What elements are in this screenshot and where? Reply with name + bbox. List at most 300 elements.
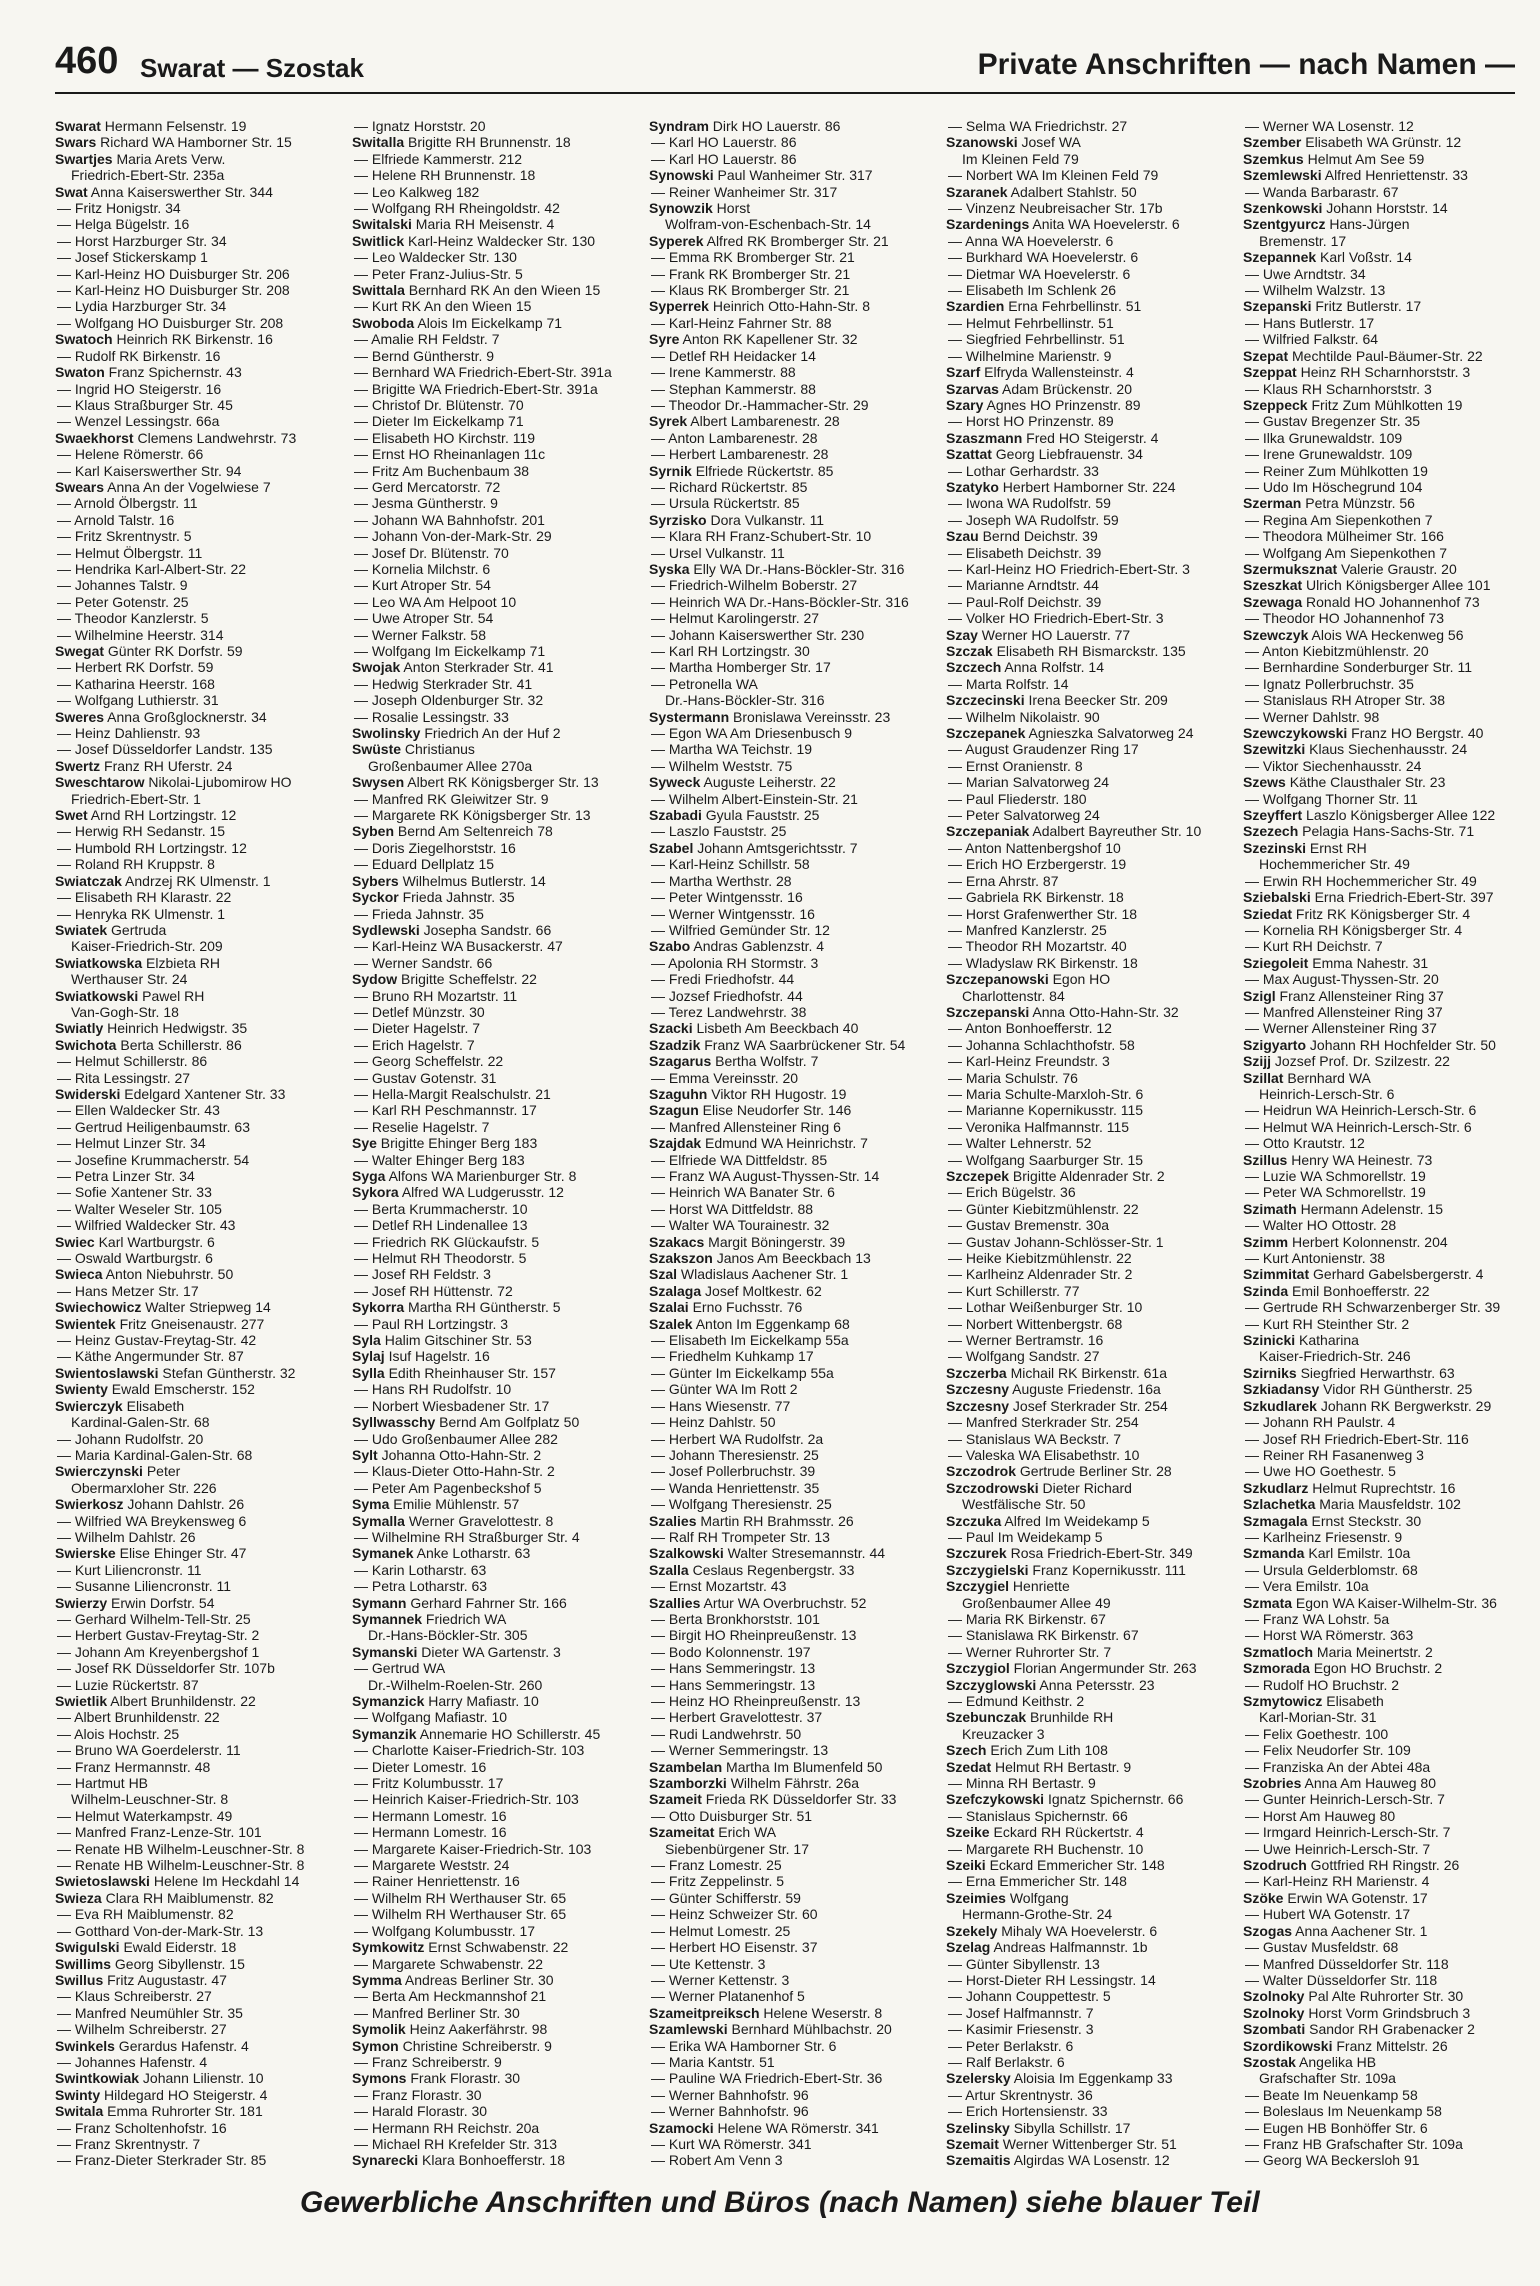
entry-details: Bernhard WA bbox=[1283, 1069, 1371, 1086]
directory-entry: — Robert Am Venn 3 bbox=[651, 2152, 783, 2169]
family-name: Swaekhorst bbox=[55, 429, 134, 446]
directory-entry bbox=[1243, 1513, 1533, 1529]
family-name: Syrek bbox=[649, 413, 688, 430]
directory-entry: — Erwin RH Hochemmericher Str. 49 bbox=[1245, 872, 1477, 889]
directory-entry: — Kornelia RH Königsberger Str. 4 bbox=[1245, 921, 1463, 938]
directory-entry bbox=[1243, 988, 1533, 1004]
directory-entry: — Heidrun WA Heinrich-Lersch-Str. 6 bbox=[1245, 1102, 1477, 1119]
directory-entry: — Karl-Heinz HO Duisburger Str. 206 bbox=[57, 265, 290, 282]
directory-entry: — Kurt Liliencronstr. 11 bbox=[57, 1561, 202, 1578]
entry-details: Rosa Friedrich-Ebert-Str. 349 bbox=[1006, 1545, 1193, 1562]
directory-entry: — Berta Am Heckmannshof 21 bbox=[354, 1988, 547, 2005]
directory-entry: — Fritz Kolumbusstr. 17 bbox=[354, 1775, 504, 1792]
entry-details: Heinrich Hedwigstr. 35 bbox=[103, 1020, 248, 1037]
directory-entry: — Josef Düsseldorfer Landstr. 135 bbox=[57, 741, 273, 758]
directory-entry: — Margarete Kaiser-Friedrich-Str. 103 bbox=[354, 1840, 592, 1857]
family-name: Szillus bbox=[1243, 1151, 1288, 1168]
entry-details: Mechtilde Paul-Bäumer-Str. 22 bbox=[1288, 347, 1483, 364]
directory-entry: — Wladyslaw RK Birkenstr. 18 bbox=[948, 954, 1138, 971]
directory-entry: — Ute Kettenstr. 3 bbox=[651, 1955, 766, 1972]
directory-entry: — Wilhelm RH Werthauser Str. 65 bbox=[354, 1889, 567, 1906]
family-name: Swars bbox=[55, 134, 97, 151]
entry-details: Anton RK Kapellener Str. 32 bbox=[679, 331, 858, 348]
directory-entry: — Ellen Waldecker Str. 43 bbox=[57, 1102, 220, 1119]
directory-entry: — Gunter Heinrich-Lersch-Str. 7 bbox=[1245, 1791, 1445, 1808]
directory-entry bbox=[649, 774, 939, 790]
family-name: Szolnoky bbox=[1243, 1988, 1305, 2005]
directory-entry: — Werner Falkstr. 58 bbox=[354, 626, 487, 643]
family-name: Szlachetka bbox=[1243, 1496, 1316, 1513]
family-name: Szeiki bbox=[946, 1857, 986, 1874]
family-name: Swieza bbox=[55, 1889, 102, 1906]
directory-entry: — Karl-Heinz Freundstr. 3 bbox=[948, 1053, 1110, 1070]
directory-entry bbox=[649, 1037, 939, 1053]
directory-entry: — Wolfgang Mafiastr. 10 bbox=[354, 1709, 508, 1726]
directory-entry bbox=[649, 200, 939, 216]
directory-entry bbox=[946, 1824, 1236, 1840]
directory-entry bbox=[946, 1857, 1236, 1873]
directory-entry: — Leo Waldecker Str. 130 bbox=[354, 249, 517, 266]
directory-entry: Dr.-Wilhelm-Roelen-Str. 260 bbox=[368, 1676, 543, 1693]
directory-entry: — Helene Römerstr. 66 bbox=[57, 446, 204, 463]
family-name: Swüste bbox=[352, 741, 402, 758]
family-name: Szczuka bbox=[946, 1512, 1002, 1529]
directory-entry: — Friedrich-Wilhelm Boberstr. 27 bbox=[651, 577, 858, 594]
directory-entry: Obermarxloher Str. 226 bbox=[71, 1479, 217, 1496]
entry-details: Herbert Kolonnenstr. 204 bbox=[1288, 1233, 1448, 1250]
directory-entry: — Felix Goethestr. 100 bbox=[1245, 1725, 1389, 1742]
entry-details: Hans-Jürgen bbox=[1325, 216, 1410, 233]
directory-entry: — Reiner Zum Mühlkotten 19 bbox=[1245, 462, 1428, 479]
directory-entry bbox=[946, 1939, 1236, 1955]
entry-details: Annemarie HO Schillerstr. 45 bbox=[416, 1725, 601, 1742]
directory-entry: — Klaus Straßburger Str. 45 bbox=[57, 396, 233, 413]
entry-details: Christine Schreiberstr. 9 bbox=[398, 2037, 552, 2054]
entry-details: Erich Zum Lith 108 bbox=[986, 1742, 1108, 1759]
directory-entry bbox=[55, 1381, 345, 1397]
family-name: Swatoch bbox=[55, 331, 113, 348]
directory-entry: — Peter Salvatorweg 24 bbox=[948, 807, 1100, 824]
family-name: Syga bbox=[352, 1168, 386, 1184]
directory-entry: — Kornelia Milchstr. 6 bbox=[354, 560, 491, 577]
directory-entry bbox=[649, 413, 939, 429]
directory-columns bbox=[55, 118, 1530, 2169]
entry-details: Fritz Butlerstr. 17 bbox=[1311, 298, 1422, 315]
entry-details: Angelika HB bbox=[1295, 2053, 1377, 2070]
family-name: Syperek bbox=[649, 232, 704, 249]
directory-entry bbox=[649, 463, 939, 479]
directory-entry: — Norbert Wittenbergstr. 68 bbox=[948, 1315, 1123, 1332]
directory-entry: — Uwe Atroper Str. 54 bbox=[354, 610, 494, 627]
family-name: Szmorada bbox=[1243, 1660, 1310, 1677]
directory-entry bbox=[649, 1234, 939, 1250]
directory-entry bbox=[55, 1496, 345, 1512]
directory-entry bbox=[352, 659, 642, 675]
directory-entry: — Richard Rückertstr. 85 bbox=[651, 478, 808, 495]
directory-entry bbox=[55, 955, 345, 971]
entry-details: Dieter Richard bbox=[1038, 1479, 1132, 1496]
directory-entry: — Wilfried Gemünder Str. 12 bbox=[651, 921, 830, 938]
directory-entry bbox=[352, 725, 642, 741]
directory-entry: — Friedrich RK Glückaufstr. 5 bbox=[354, 1233, 540, 1250]
family-name: Swietoslawski bbox=[55, 1873, 150, 1890]
entry-details: Karl Wartburgstr. 6 bbox=[94, 1233, 215, 1250]
family-name: Szatyko bbox=[946, 478, 999, 495]
directory-entry bbox=[1243, 823, 1533, 839]
directory-entry bbox=[55, 364, 345, 380]
entry-details: Bernhard RK An den Wieen 15 bbox=[404, 282, 601, 299]
entry-details: Ignatz Spichernstr. 66 bbox=[1044, 1791, 1184, 1808]
directory-entry: — Herbert Gravelottestr. 37 bbox=[651, 1709, 823, 1726]
directory-entry: — Manfred Berliner Str. 30 bbox=[354, 2004, 520, 2021]
directory-entry: — Heinrich Kaiser-Friedrich-Str. 103 bbox=[354, 1791, 579, 1808]
directory-entry: — Gustav Gotenstr. 31 bbox=[354, 1069, 497, 1086]
entry-details: Brunhilde RH bbox=[1026, 1709, 1114, 1726]
directory-entry: — Joseph WA Rudolfstr. 59 bbox=[948, 511, 1119, 528]
directory-entry: — Paul Fliederstr. 180 bbox=[948, 790, 1087, 807]
directory-entry bbox=[649, 1316, 939, 1332]
directory-entry: — Karl-Heinz HO Duisburger Str. 208 bbox=[57, 282, 290, 299]
directory-entry bbox=[1243, 249, 1533, 265]
directory-entry bbox=[649, 1086, 939, 1102]
directory-entry: — Gustav Bremenstr. 30a bbox=[948, 1217, 1110, 1234]
directory-entry bbox=[1243, 594, 1533, 610]
directory-entry: — Helga Bügelstr. 16 bbox=[57, 216, 190, 233]
family-name: Szakszon bbox=[649, 1250, 713, 1267]
entry-details: Pelagia Hans-Sachs-Str. 71 bbox=[1298, 823, 1475, 840]
directory-entry: Wolfram-von-Eschenbach-Str. 14 bbox=[665, 216, 871, 233]
directory-entry: — Hermann Lomestr. 16 bbox=[354, 1807, 507, 1824]
directory-entry bbox=[946, 298, 1236, 314]
entry-details: Andreas Berliner Str. 30 bbox=[401, 1971, 554, 1988]
directory-entry: Dr.-Hans-Böckler-Str. 316 bbox=[665, 692, 825, 709]
entry-details: Walter Striepweg 14 bbox=[141, 1299, 271, 1316]
entry-details: Horst Vorm Grindsbruch 3 bbox=[1304, 2004, 1471, 2021]
entry-details: Fred HO Steigerstr. 4 bbox=[1022, 429, 1159, 446]
directory-entry: — Heinz Dahlienstr. 93 bbox=[57, 725, 201, 742]
entry-details: Albert Brunhildenstr. 22 bbox=[107, 1693, 256, 1709]
directory-entry bbox=[1243, 2038, 1533, 2054]
directory-entry: Dr.-Hans-Böckler-Str. 305 bbox=[368, 1627, 528, 1644]
directory-entry bbox=[352, 1168, 642, 1184]
entry-details: Katharina bbox=[1295, 1332, 1359, 1349]
directory-entry: — Amalie RH Feldstr. 7 bbox=[354, 331, 500, 348]
directory-entry: — Kurt RH Deichstr. 7 bbox=[1245, 938, 1383, 955]
directory-entry bbox=[649, 840, 939, 856]
directory-entry bbox=[55, 1956, 345, 1972]
entry-details: Ernst Schwabenstr. 22 bbox=[424, 1939, 569, 1956]
family-name: Szczesny bbox=[946, 1381, 1010, 1398]
directory-entry: — Johann Kaiserswerther Str. 230 bbox=[651, 626, 865, 643]
family-name: Szombati bbox=[1243, 2021, 1306, 2038]
entry-details: Helmut Ruprechtstr. 16 bbox=[1308, 1479, 1456, 1496]
directory-entry: Karl-Morian-Str. 31 bbox=[1259, 1709, 1377, 1726]
directory-entry: — Eugen HB Bonhöffer Str. 6 bbox=[1245, 2119, 1428, 2136]
directory-entry bbox=[1243, 364, 1533, 380]
directory-entry bbox=[55, 184, 345, 200]
directory-entry bbox=[55, 1463, 345, 1479]
entry-details: Johann Lilienstr. 10 bbox=[139, 2070, 264, 2087]
entry-details: Artur WA Overbruchstr. 52 bbox=[700, 1594, 867, 1611]
directory-entry: — Jozsef Friedhofstr. 44 bbox=[651, 987, 803, 1004]
directory-entry bbox=[352, 889, 642, 905]
directory-entry: — Josef RH Hüttenstr. 72 bbox=[354, 1282, 513, 1299]
directory-entry bbox=[55, 1365, 345, 1381]
directory-entry bbox=[352, 1595, 642, 1611]
family-name: Swiatly bbox=[55, 1020, 104, 1037]
directory-column-3 bbox=[649, 118, 939, 2169]
directory-entry bbox=[352, 1972, 642, 1988]
directory-entry bbox=[649, 1759, 939, 1775]
family-name: Swientek bbox=[55, 1315, 116, 1332]
entry-details: Käthe Clausthaler Str. 23 bbox=[1285, 774, 1446, 791]
directory-entry: — Lothar Gerhardstr. 33 bbox=[948, 462, 1099, 479]
entry-details: Bertha Wolfstr. 7 bbox=[711, 1053, 819, 1070]
directory-entry: — Hans Butlerstr. 17 bbox=[1245, 314, 1375, 331]
family-name: Swoboda bbox=[352, 314, 415, 331]
entry-details: Gertruda bbox=[107, 921, 167, 938]
directory-entry bbox=[1243, 807, 1533, 823]
directory-entry: — Norbert WA Im Kleinen Feld 79 bbox=[948, 167, 1159, 184]
family-name: Szelinsky bbox=[946, 2119, 1010, 2136]
directory-entry bbox=[1243, 774, 1533, 790]
directory-entry: — Herbert Gustav-Freytag-Str. 2 bbox=[57, 1627, 260, 1644]
directory-entry: — Wolfgang Sandstr. 27 bbox=[948, 1348, 1100, 1365]
family-name: Symannek bbox=[352, 1610, 423, 1627]
entry-details: Egon HO Bruchstr. 2 bbox=[1309, 1660, 1443, 1677]
directory-entry: — Johann Am Kreyenbergshof 1 bbox=[57, 1643, 260, 1660]
family-name: Szimm bbox=[1243, 1233, 1289, 1250]
directory-entry bbox=[946, 1562, 1236, 1578]
family-name: Symma bbox=[352, 1971, 402, 1988]
directory-entry: — Josef Pollerbruchstr. 39 bbox=[651, 1463, 816, 1480]
family-name: Szarf bbox=[946, 364, 981, 381]
directory-entry: — Birgit HO Rheinpreußenstr. 13 bbox=[651, 1627, 857, 1644]
directory-entry: — Wolfgang Im Eickelkamp 71 bbox=[354, 643, 546, 659]
family-name: Switala bbox=[55, 2103, 104, 2120]
directory-entry: — Ursel Vulkanstr. 11 bbox=[651, 544, 785, 561]
directory-entry: — Theodor Kanzlerstr. 5 bbox=[57, 610, 209, 627]
directory-entry bbox=[55, 873, 345, 889]
entry-details: Anton Im Eggenkamp 68 bbox=[692, 1315, 850, 1332]
family-name: Szabel bbox=[649, 839, 694, 856]
directory-entry: — Horst Am Hauweg 80 bbox=[1245, 1807, 1396, 1824]
directory-entry bbox=[649, 512, 939, 528]
directory-entry bbox=[649, 331, 939, 347]
directory-entry bbox=[1243, 906, 1533, 922]
entry-details: Alfred Im Weidekamp 5 bbox=[1001, 1512, 1150, 1529]
entry-details: Eckard RH Rückertstr. 4 bbox=[989, 1824, 1144, 1841]
directory-entry bbox=[1243, 200, 1533, 216]
directory-entry: — Margarete RK Königsberger Str. 13 bbox=[354, 807, 591, 824]
entry-details: Hermann Felsenstr. 19 bbox=[100, 118, 247, 134]
directory-entry: — Heinz Gustav-Freytag-Str. 42 bbox=[57, 1332, 257, 1349]
entry-details: Bernd Am Golfplatz 50 bbox=[435, 1414, 580, 1431]
family-name: Szmata bbox=[1243, 1594, 1293, 1611]
directory-entry bbox=[946, 1677, 1236, 1693]
directory-entry: — Paul Im Weidekamp 5 bbox=[948, 1528, 1103, 1545]
family-name: Swigulski bbox=[55, 1939, 120, 1956]
entry-details: Adalbert Stahlstr. 50 bbox=[1007, 183, 1137, 200]
directory-entry: — Terez Landwehrstr. 38 bbox=[651, 1003, 807, 1020]
directory-entry bbox=[1243, 561, 1533, 577]
family-name: Syrzisko bbox=[649, 511, 707, 528]
directory-entry: — Franz WA August-Thyssen-Str. 14 bbox=[651, 1168, 880, 1184]
directory-entry: — Eva RH Maiblumenstr. 82 bbox=[57, 1906, 234, 1923]
entry-details: Alois WA Heckenweg 56 bbox=[1308, 626, 1464, 643]
family-name: Szewczyk bbox=[1243, 626, 1309, 643]
directory-entry bbox=[1243, 1234, 1533, 1250]
entry-details: Viktor RH Hugostr. 19 bbox=[707, 1085, 847, 1102]
family-name: Szczecinski bbox=[946, 692, 1025, 709]
entry-details: Edelgard Xantener Str. 33 bbox=[120, 1085, 286, 1102]
family-name: Syben bbox=[352, 823, 395, 840]
family-name: Szameitpreiksch bbox=[649, 2004, 760, 2021]
family-name: Swiatczak bbox=[55, 872, 122, 889]
family-name: Syma bbox=[352, 1496, 390, 1513]
entry-details: Dora Vulkanstr. 11 bbox=[706, 511, 825, 528]
directory-entry: — Karl-Heinz Schillstr. 58 bbox=[651, 856, 810, 873]
entry-details: Edith Rheinhauser Str. 157 bbox=[384, 1364, 556, 1381]
entry-details: Peter bbox=[142, 1463, 181, 1480]
entry-details: Anna Kaiserswerther Str. 344 bbox=[87, 183, 273, 200]
entry-details: Klara Bonhoefferstr. 18 bbox=[418, 2152, 566, 2169]
family-name: Szajdak bbox=[649, 1135, 702, 1152]
directory-entry: — Wolfgang Am Siepenkothen 7 bbox=[1245, 544, 1448, 561]
entry-details: Erich WA bbox=[714, 1824, 777, 1841]
directory-entry bbox=[55, 479, 345, 495]
entry-details: Werner Wittenberger Str. 51 bbox=[998, 2135, 1177, 2152]
directory-entry: Großenbaumer Allee 49 bbox=[962, 1594, 1111, 1611]
entry-details: Laszlo Königsberger Allee 122 bbox=[1302, 807, 1496, 824]
directory-entry: — Theodora Mülheimer Str. 166 bbox=[1245, 528, 1444, 545]
family-name: Szerman bbox=[1243, 495, 1302, 512]
directory-entry: — Theodor Dr.-Hammacher-Str. 29 bbox=[651, 396, 869, 413]
directory-entry bbox=[1243, 725, 1533, 741]
entry-details: Henriette bbox=[1009, 1578, 1070, 1595]
entry-details: Bernhard Mühlbachstr. 20 bbox=[727, 2021, 892, 2038]
family-name: Syrnik bbox=[649, 462, 692, 479]
directory-entry: — Margarete Weststr. 24 bbox=[354, 1857, 510, 1874]
directory-entry: — Maria RK Birkenstr. 67 bbox=[948, 1610, 1106, 1627]
directory-entry bbox=[352, 741, 642, 757]
entry-details: Sandor RH Grabenacker 2 bbox=[1305, 2021, 1475, 2038]
directory-entry: — Erich Hagelstr. 7 bbox=[354, 1036, 475, 1053]
entry-details: Friedrich WA bbox=[422, 1610, 507, 1627]
directory-entry bbox=[1243, 1923, 1533, 1939]
directory-entry: — Arnold Ölbergstr. 11 bbox=[57, 495, 198, 512]
directory-entry: — Werner Ruhrorter Str. 7 bbox=[948, 1643, 1112, 1660]
directory-entry: — Anton Nattenbergshof 10 bbox=[948, 839, 1121, 856]
directory-entry: — Marian Salvatorweg 24 bbox=[948, 774, 1110, 791]
directory-entry bbox=[946, 1660, 1236, 1676]
entry-details: Franz Spichernstr. 43 bbox=[104, 364, 242, 381]
family-name: Szeszkat bbox=[1243, 577, 1303, 594]
directory-entry: — Günter Im Eickelkamp 55a bbox=[651, 1364, 834, 1381]
directory-entry: — Stanislaus Spichernstr. 66 bbox=[948, 1807, 1128, 1824]
directory-entry: — Werner Bahnhofstr. 96 bbox=[651, 2086, 809, 2103]
directory-entry: — Johannes Hafenstr. 4 bbox=[57, 2053, 208, 2070]
entry-details: Florian Angermunder Str. 263 bbox=[1009, 1660, 1197, 1677]
entry-details: Maria Arets Verw. bbox=[112, 150, 226, 167]
directory-entry: — Johannes Talstr. 9 bbox=[57, 577, 188, 594]
directory-entry: — Wolfgang RH Rheingoldstr. 42 bbox=[354, 200, 560, 217]
directory-entry: — Anton Bonhoefferstr. 12 bbox=[948, 1020, 1112, 1037]
directory-entry bbox=[1243, 298, 1533, 314]
directory-entry: — Hans RH Rudolfstr. 10 bbox=[354, 1381, 512, 1398]
entry-details: Harry Mafiastr. 10 bbox=[424, 1693, 539, 1709]
directory-entry: — Johann Theresienstr. 25 bbox=[651, 1446, 819, 1463]
directory-entry: — Walter Ehinger Berg 183 bbox=[354, 1151, 525, 1168]
directory-entry bbox=[946, 1513, 1236, 1529]
directory-entry bbox=[1243, 1037, 1533, 1053]
directory-entry: — Stanislawa RK Birkenstr. 67 bbox=[948, 1627, 1139, 1644]
directory-entry: — Josefine Krummacherstr. 54 bbox=[57, 1151, 250, 1168]
family-name: Swienty bbox=[55, 1381, 108, 1398]
family-name: Symann bbox=[352, 1594, 407, 1611]
family-name: Sykora bbox=[352, 1184, 399, 1201]
directory-entry bbox=[649, 1135, 939, 1151]
directory-entry: — Reiner RH Fasanenweg 3 bbox=[1245, 1446, 1424, 1463]
directory-entry bbox=[352, 1447, 642, 1463]
directory-entry bbox=[649, 1791, 939, 1807]
entry-details: Franz HO Bergstr. 40 bbox=[1347, 725, 1484, 742]
entry-details: Gerhard Fahrner Str. 166 bbox=[406, 1594, 567, 1611]
family-name: Syllwasschy bbox=[352, 1414, 436, 1431]
entry-details: Elisabeth WA Grünstr. 12 bbox=[1301, 134, 1462, 151]
directory-entry bbox=[946, 1365, 1236, 1381]
directory-entry: — Wilhelm Schreiberstr. 27 bbox=[57, 2021, 227, 2038]
entry-details: Johanna Otto-Hahn-Str. 2 bbox=[377, 1446, 542, 1463]
family-name: Swillims bbox=[55, 1955, 112, 1972]
entry-details: Brigitte RH Brunnenstr. 18 bbox=[404, 134, 571, 151]
family-name: Szczepanski bbox=[946, 1003, 1030, 1020]
directory-entry: — Detlef RH Heidacker 14 bbox=[651, 347, 816, 364]
entry-details: Maria Meinertstr. 2 bbox=[1313, 1643, 1433, 1660]
section-title: Private Anschriften — nach Namen — bbox=[977, 48, 1515, 81]
directory-entry: — Heinz HO Rheinpreußenstr. 13 bbox=[651, 1693, 861, 1709]
directory-entry bbox=[1243, 2054, 1533, 2070]
directory-entry bbox=[946, 364, 1236, 380]
directory-entry: — Anton Lambarenestr. 28 bbox=[651, 429, 818, 446]
family-name: Szaszmann bbox=[946, 429, 1023, 446]
family-name: Swierczyk bbox=[55, 1397, 123, 1414]
family-name: Szkudlarek bbox=[1243, 1397, 1317, 1414]
family-name: Szember bbox=[1243, 134, 1302, 151]
directory-entry bbox=[946, 1759, 1236, 1775]
directory-entry: — Kurt RK An den Wieen 15 bbox=[354, 298, 532, 315]
entry-details: Clara RH Maiblumenstr. 82 bbox=[101, 1889, 274, 1906]
directory-entry: — Horst WA Römerstr. 363 bbox=[1245, 1627, 1414, 1644]
family-name: Szenkowski bbox=[1243, 200, 1323, 217]
directory-entry: — Martha Homberger Str. 17 bbox=[651, 659, 831, 676]
family-name: Szemkus bbox=[1243, 150, 1304, 167]
directory-entry: — Ralf Berlakstr. 6 bbox=[948, 2053, 1065, 2070]
directory-entry: — Emma RK Bromberger Str. 21 bbox=[651, 249, 855, 266]
directory-entry bbox=[1243, 955, 1533, 971]
directory-entry: — Josef RK Düsseldorfer Str. 107b bbox=[57, 1660, 275, 1677]
family-name: Szczepanowski bbox=[946, 971, 1049, 988]
directory-entry bbox=[55, 758, 345, 774]
directory-entry bbox=[55, 922, 345, 938]
directory-entry: Grafschafter Str. 109a bbox=[1259, 2070, 1396, 2087]
family-name: Szczygiol bbox=[946, 1660, 1010, 1677]
directory-entry: — Werner Kettenstr. 3 bbox=[651, 1971, 790, 1988]
directory-entry: — Walter HO Ottostr. 28 bbox=[1245, 1217, 1397, 1234]
family-name: Szanowski bbox=[946, 134, 1018, 151]
directory-entry: — Wilhelm Walzstr. 13 bbox=[1245, 282, 1386, 299]
family-name: Szacki bbox=[649, 1020, 693, 1037]
